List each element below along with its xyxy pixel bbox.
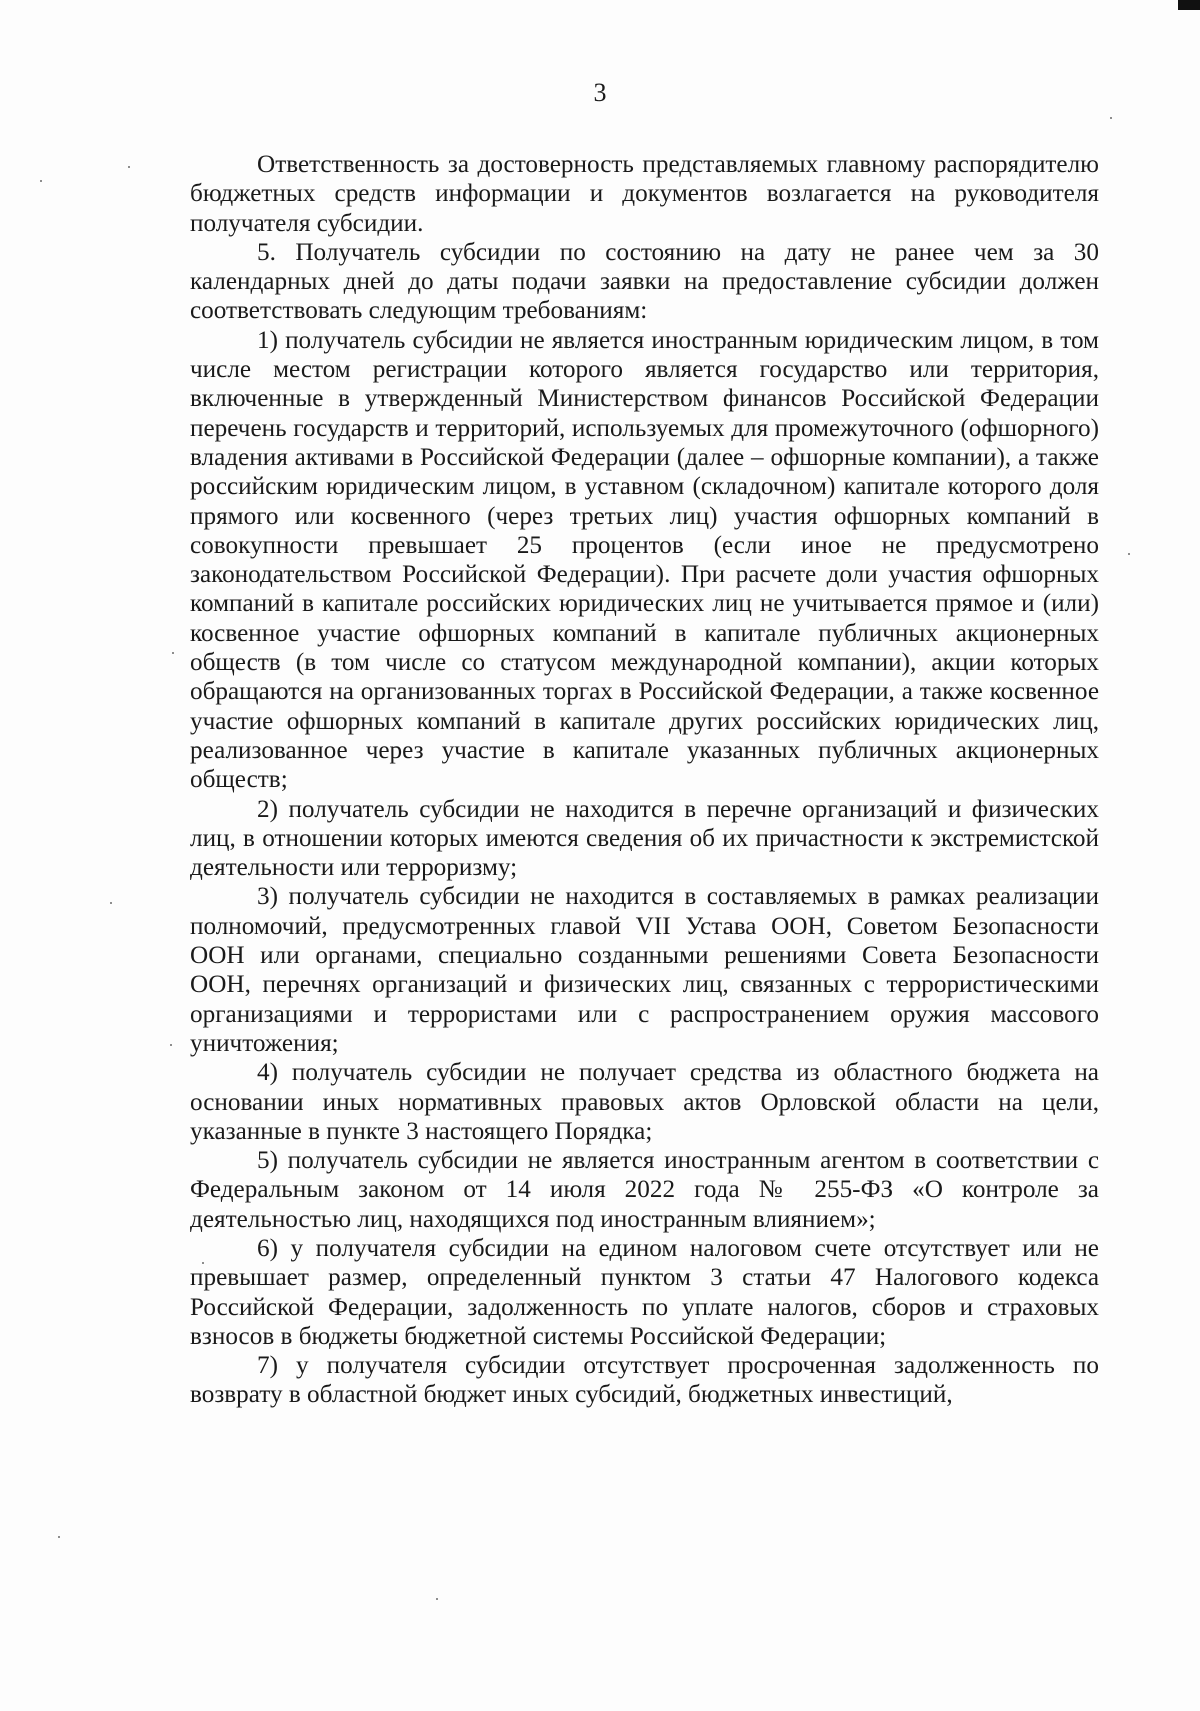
scan-speck — [170, 1044, 172, 1046]
paragraph-requirement-2: 2) получатель субсидии не находится в перечне организаций и физических лиц, в отношении которых имеются сведения об их причастности к экстремистской деятельности или терроризму; — [190, 795, 1099, 882]
paragraph-responsibility: Ответственность за достоверность представляемых главному распорядителю бюджетных средств информации и документов возлагается на руководителя получателя субсидии. — [190, 151, 1099, 237]
scan-speck — [40, 180, 42, 182]
scan-speck — [110, 902, 112, 904]
scan-speck — [1110, 117, 1112, 119]
scan-speck — [172, 652, 174, 654]
paragraph-item-5: 5. Получатель субсидии по состоянию на дату не ранее чем за 30 календарных дней до даты подачи заявки на предоставление субсидии должен соответствовать следующим требованиям: — [190, 238, 1099, 325]
scan-speck — [58, 1536, 60, 1538]
paragraph-requirement-6: 6) у получателя субсидии на едином налоговом счете отсутствует или не превышает размер, определенный пунктом 3 статьи 47 Налогового кодекса Российской Федерации, задолженность по уплате налогов, сборов и страховых взносов в бюджеты бюджетной системы Российской Федерации; — [190, 1234, 1099, 1350]
document-body — [190, 150, 1099, 1410]
scan-speck — [436, 1598, 438, 1600]
paragraph-requirement-4: 4) получатель субсидии не получает средства из областного бюджета на основании иных нормативных правовых актов Орловской области на цели, указанные в пункте 3 настоящего Порядка; — [190, 1059, 1099, 1145]
scan-corner-mark — [1178, 0, 1200, 10]
scan-speck — [1128, 553, 1130, 555]
page-number: 3 — [593, 78, 607, 107]
scan-speck — [128, 166, 130, 168]
paragraph-requirement-1: 1) получатель субсидии не является иностранным юридическим лицом, в том числе местом регистрации которого является государство или территория, включенные в утвержденный Министерством финансов Российской Федерации перечень государств и территорий, используемых для промежуточного (офшорного) владения активами в Российской Федерации (далее – офшорные компании), а также российским юридическим лицом, в уставном (складочном) капитале которого доля прямого или косвенного (через третьих лиц) участия офшорных компаний в совокупности превышает 25 процентов (если иное не предусмотрено законодательством Российской Федерации). При расчете доли участия офшорных компаний в капитале российских юридических лиц не учитывается прямое и (или) косвенное участие офшорных компаний в капитале публичных акционерных обществ (в том числе со статусом международной компании), акции которых обращаются на организованных торгах в Российской Федерации, а также косвенное участие офшорных компаний в капитале других российских юридических лиц, реализованное через участие в капитале указанных публичных акционерных обществ; — [190, 326, 1099, 794]
paragraph-requirement-5: 5) получатель субсидии не является иностранным агентом в соответствии с Федеральным законом от 14 июля 2022 года № 255-ФЗ «О контроле за деятельностью лиц, находящихся под иностранным влиянием»; — [190, 1147, 1099, 1233]
paragraph-requirement-3: 3) получатель субсидии не находится в составляемых в рамках реализации полномочий, предусмотренных главой VII Устава ООН, Советом Безопасности ООН или органами, специально созданными решениями Совета Безопасности ООН, перечнях организаций и физических лиц, связанных с террористическими организациями и террористами или с распространением оружия массового уничтожения; — [190, 883, 1099, 1057]
paragraph-requirement-7: 7) у получателя субсидии отсутствует просроченная задолженность по возврату в областной бюджет иных субсидий, бюджетных инвестиций, — [190, 1352, 1099, 1409]
scan-speck — [202, 1262, 204, 1264]
